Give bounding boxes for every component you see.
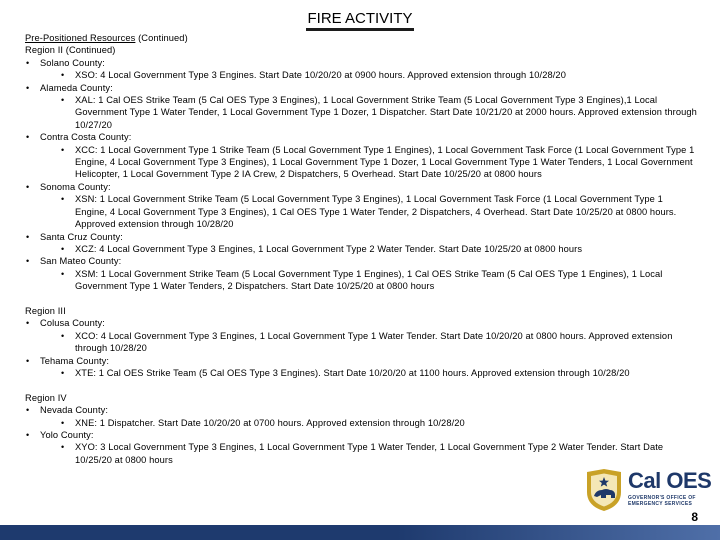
county-item: • Colusa County:: [25, 317, 697, 329]
county-item: • San Mateo County:: [25, 255, 697, 267]
region-block: [25, 44, 697, 292]
section-heading-suffix: (Continued): [135, 33, 188, 43]
page-number: 8: [691, 510, 698, 524]
footer-bar-fill: [0, 525, 720, 540]
resource-detail: • XCC: 1 Local Government Type 1 Strike Team (5 Local Government Type 1 Engines), 1 Local Government Task Force (1 Local Government Type 1 Engine, 4 Local Government Type 3 Engines), 1 Local Government Type 1 Dozer, 1 Local Government Type 1 Water Tenders, 1 Local Government Helicopter, 1 Local Government Type 2 IA Crew, 2 Dispatchers, 5 Overhead. Start Date 10/25/20 at 0800 hours: [25, 144, 697, 181]
county-item: • Alameda County:: [25, 82, 697, 94]
county-item: • Santa Cruz County:: [25, 231, 697, 243]
resource-detail: • XNE: 1 Dispatcher. Start Date 10/20/20 at 0700 hours. Approved extension through 10/28/20: [25, 417, 697, 429]
logo-wordmark: Cal OES: [628, 468, 712, 493]
page-title-text: FIRE ACTIVITY: [306, 10, 413, 31]
county-item: • Sonoma County:: [25, 181, 697, 193]
region-block: [25, 305, 697, 379]
regions-container: [25, 44, 697, 466]
resource-detail: • XSN: 1 Local Government Strike Team (5 Local Government Type 3 Engines), 1 Local Government Task Force (1 Local Government Type 1 Engine, 4 Local Government Type 3 Engines), 1 Cal OES Type 1 Water Tender, 2 Dispatchers, 4 Overhead. Start Date 10/25/20 at 0800 hours. Approved extension through 10/28/20: [25, 193, 697, 230]
page-title: [0, 10, 720, 31]
county-item: • Solano County:: [25, 57, 697, 69]
resource-list: [25, 32, 697, 466]
resource-detail: • XCO: 4 Local Government Type 3 Engines, 1 Local Government Type 1 Water Tender. Start Date 10/20/20 at 0800 hours. Approved extension through 10/28/20: [25, 330, 697, 355]
region-heading: Region II (Continued): [25, 45, 116, 56]
resource-detail: • XSO: 4 Local Government Type 3 Engines. Start Date 10/20/20 at 0900 hours. Approved extension through 10/28/20: [25, 69, 697, 81]
county-item: • Contra Costa County:: [25, 131, 697, 143]
section-heading-underlined: Pre-Positioned Resources: [25, 33, 136, 43]
county-item: • Nevada County:: [25, 404, 697, 416]
resource-detail: • XSM: 1 Local Government Strike Team (5 Local Government Type 1 Engines), 1 Cal OES Strike Team (5 Cal OES Type 1 Engines), 1 Local Government Type 1 Water Tenders, 2 Dispatchers. Start Date 10/25/20 at 0800 hours: [25, 268, 697, 293]
region-heading: Region III: [25, 305, 66, 316]
county-item: • Tehama County:: [25, 355, 697, 367]
resource-detail: • XAL: 1 Cal OES Strike Team (5 Cal OES Type 3 Engines), 1 Local Government Strike Team (5 Local Government Type 3 Engines),1 Local Government Type 1 Water Tender, 1 Local Government Type 1 Dozer, 1 Dispatcher. Start Date 10/21/20 at 2000 hours. Approved extension through 10/27/20: [25, 94, 697, 131]
cal-oes-logo: [584, 466, 714, 516]
county-item: • Yolo County:: [25, 429, 697, 441]
region-heading: Region IV: [25, 392, 67, 403]
cal-oes-seal-icon: [584, 468, 624, 512]
section-heading: [25, 32, 697, 44]
region-block: [25, 392, 697, 466]
footer-bar: [0, 525, 720, 540]
logo-subtitle: GOVERNOR'S OFFICE OF EMERGENCY SERVICES: [628, 495, 696, 507]
resource-detail: • XCZ: 4 Local Government Type 3 Engines, 1 Local Government Type 2 Water Tender. Start Date 10/25/20 at 0800 hours: [25, 243, 697, 255]
resource-detail: • XTE: 1 Cal OES Strike Team (5 Cal OES Type 3 Engines). Start Date 10/20/20 at 1100 hours. Approved extension through 10/28/20: [25, 367, 697, 379]
resource-detail: • XYO: 3 Local Government Type 3 Engines, 1 Local Government Type 1 Water Tender, 1 Local Government Type 2 Water Tender. Start Date 10/25/20 at 0800 hours: [25, 441, 697, 466]
